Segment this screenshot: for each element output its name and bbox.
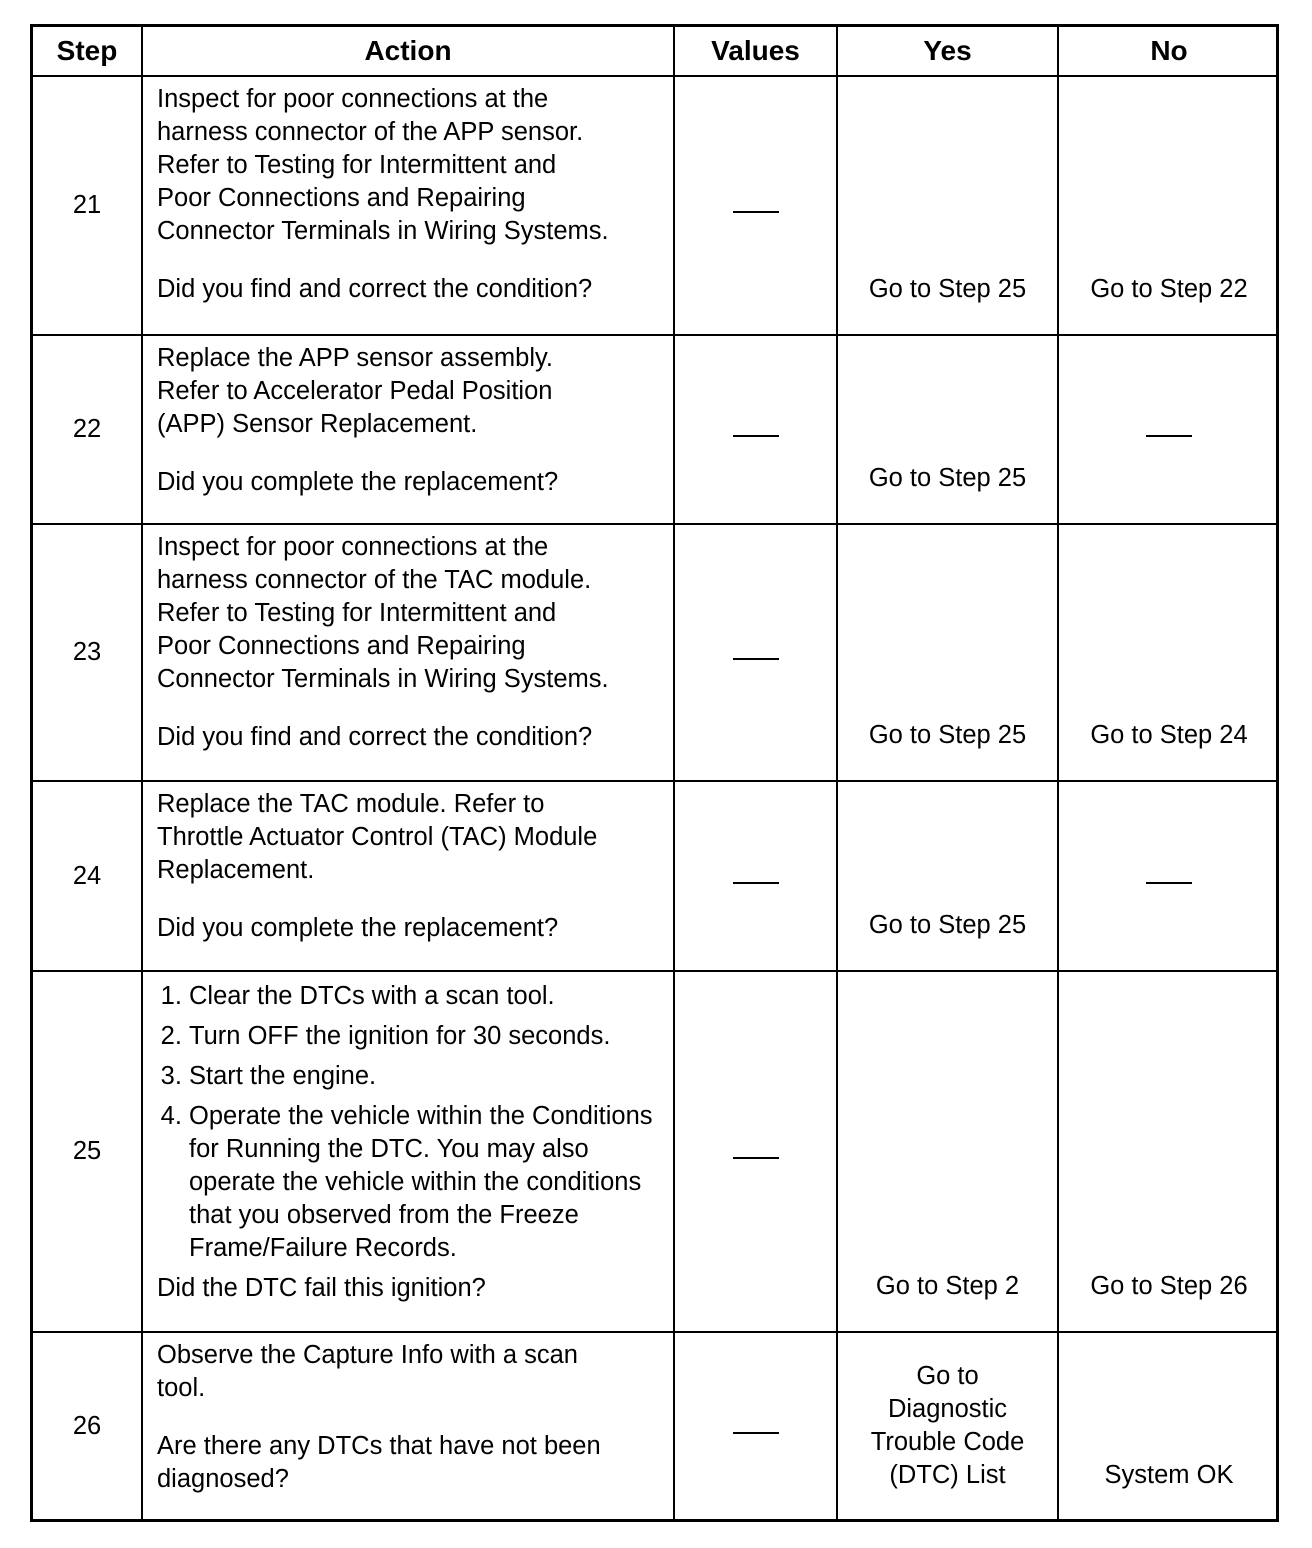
action-line: Replace the APP sensor assembly. xyxy=(157,344,553,372)
header-values: Values xyxy=(674,27,837,76)
header-no: No xyxy=(1058,27,1279,76)
step-number: 22 xyxy=(33,335,142,524)
empty-value-dash xyxy=(1146,435,1192,437)
action-cell xyxy=(142,524,674,781)
action-line: Replace the TAC module. Refer to xyxy=(157,790,545,818)
yes-cell: Go to Step 25 xyxy=(837,76,1058,335)
header-step: Step xyxy=(33,27,142,76)
action-line: Connector Terminals in Wiring Systems. xyxy=(157,217,609,245)
empty-value-dash xyxy=(733,882,779,884)
table-row xyxy=(33,1332,1279,1520)
values-cell xyxy=(674,524,837,781)
header-yes: Yes xyxy=(837,27,1058,76)
action-line: Refer to Testing for Intermittent and xyxy=(157,151,557,179)
table-row xyxy=(33,76,1279,335)
action-question: Are there any DTCs that have not been diagnosed? xyxy=(157,1432,601,1493)
yes-cell: Go to Step 25 xyxy=(837,524,1058,781)
empty-value-dash xyxy=(733,435,779,437)
action-line: Poor Connections and Repairing xyxy=(157,632,526,660)
values-cell xyxy=(674,1332,837,1520)
no-cell xyxy=(1058,781,1279,971)
step-number: 21 xyxy=(33,76,142,335)
action-line: (APP) Sensor Replacement. xyxy=(157,410,478,438)
action-line: Connector Terminals in Wiring Systems. xyxy=(157,665,609,693)
action-line: Refer to Testing for Intermittent and xyxy=(157,599,557,627)
action-line: Poor Connections and Repairing xyxy=(157,184,526,212)
action-question: Did the DTC fail this ignition? xyxy=(157,1274,486,1302)
action-line: Refer to Accelerator Pedal Position xyxy=(157,377,553,405)
action-line: Inspect for poor connections at the xyxy=(157,533,549,561)
no-cell: Go to Step 22 xyxy=(1058,76,1279,335)
action-cell xyxy=(142,76,674,335)
action-cell xyxy=(142,781,674,971)
action-question: Did you complete the replacement? xyxy=(157,468,559,496)
yes-cell: Go to Step 2 xyxy=(837,971,1058,1332)
empty-value-dash xyxy=(1146,882,1192,884)
step-number: 23 xyxy=(33,524,142,781)
action-line: tool. xyxy=(157,1374,206,1402)
table-row xyxy=(33,524,1279,781)
action-cell xyxy=(142,335,674,524)
list-item: 3. Start the engine. xyxy=(189,1060,661,1093)
no-cell xyxy=(1058,335,1279,524)
values-cell xyxy=(674,971,837,1332)
action-line: harness connector of the TAC module. xyxy=(157,566,592,594)
table-row xyxy=(33,335,1279,524)
values-cell xyxy=(674,76,837,335)
action-cell xyxy=(142,971,674,1332)
header-action: Action xyxy=(142,27,674,76)
action-line: Inspect for poor connections at the xyxy=(157,85,549,113)
no-cell: Go to Step 24 xyxy=(1058,524,1279,781)
no-cell: System OK xyxy=(1058,1332,1279,1520)
diagnostic-table xyxy=(30,24,1279,1522)
header-row xyxy=(33,27,1279,76)
action-line: Replacement. xyxy=(157,856,315,884)
action-question: Did you find and correct the condition? xyxy=(157,275,593,303)
empty-value-dash xyxy=(733,658,779,660)
empty-value-dash xyxy=(733,1432,779,1434)
action-line: harness connector of the APP sensor. xyxy=(157,118,584,146)
action-line: Observe the Capture Info with a scan xyxy=(157,1341,578,1369)
table-row xyxy=(33,781,1279,971)
action-line: Throttle Actuator Control (TAC) Module xyxy=(157,823,598,851)
yes-cell: Go to Step 25 xyxy=(837,781,1058,971)
step-number: 25 xyxy=(33,971,142,1332)
empty-value-dash xyxy=(733,1157,779,1159)
empty-value-dash xyxy=(733,211,779,213)
list-item: 1. Clear the DTCs with a scan tool. xyxy=(189,980,661,1013)
list-item: 2. Turn OFF the ignition for 30 seconds. xyxy=(189,1020,661,1053)
action-question: Did you find and correct the condition? xyxy=(157,723,593,751)
action-steps-list xyxy=(157,980,661,1265)
step-number: 24 xyxy=(33,781,142,971)
values-cell xyxy=(674,335,837,524)
no-cell: Go to Step 26 xyxy=(1058,971,1279,1332)
yes-cell: Go to Diagnostic Trouble Code (DTC) List xyxy=(837,1332,1058,1520)
step-number: 26 xyxy=(33,1332,142,1520)
action-question: Did you complete the replacement? xyxy=(157,914,559,942)
table-row xyxy=(33,971,1279,1332)
action-cell xyxy=(142,1332,674,1520)
yes-cell: Go to Step 25 xyxy=(837,335,1058,524)
list-item: 4. Operate the vehicle within the Conditions for Running the DTC. You may also operate the vehicle within the conditions that you observed from the Freeze Frame/Failure Records. xyxy=(189,1100,661,1265)
values-cell xyxy=(674,781,837,971)
